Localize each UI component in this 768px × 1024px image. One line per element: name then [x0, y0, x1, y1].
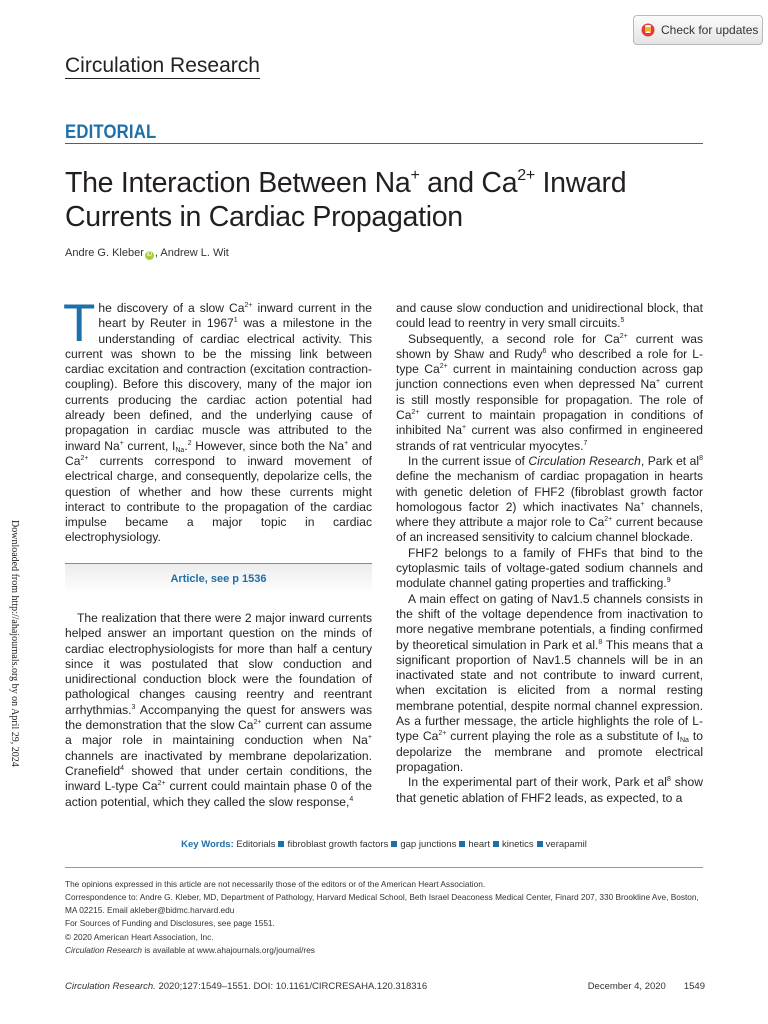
section-divider [65, 143, 703, 144]
footer-journal: Circulation Research. [65, 981, 156, 992]
footnote-opinions: The opinions expressed in this article are not necessarily those of the editors or of the American Heart Association. [65, 879, 486, 889]
keyword-link[interactable]: verapamil [545, 839, 587, 850]
keyword-link[interactable]: Editorials [236, 839, 276, 850]
author-link[interactable]: Andrew L. Wit [160, 247, 229, 259]
footnote-correspondence: Correspondence to: Andre G. Kleber, MD, Department of Pathology, Harvard Medical School, Beth Israel Deaconess Medical Center, Finard 207, 330 Brookline Ave, Boston, MA 02215. Email akleber@bidmc.harvard.edu [65, 892, 699, 915]
bullet-square-icon [391, 841, 397, 847]
keywords-label: Key Words: [181, 839, 234, 850]
body-column-right: and cause slow conduction and unidirectional block, that could lead to reentry in very small circuits.$^5$ Subsequently, a second role for $Ca^{2+}$ current was shown by Shaw and Rudy$^6$ who described a role for L-type $Ca^{2+}$ current in maintaining conduction across gap junction connections even when depressed Na+ current is still mostly responsible for propagation. The role of $Ca^{2+}$ current to maintain propagation in conditions of inhibited Na+ current was also confirmed in engineered strands of rat ventricular myocytes.$^7$ In the current issue of Circulation Research, Park et $al^8$ define the mechanism of cardiac propagation in hearts with genetic deletion of FHF2 (fibroblast growth factor homologous factor 2) which inactivates Na+ channels, where they attribute a major role to $Ca^{2+}$ current because of an increased sensitivity to calcium channel blockade. FHF2 belongs to a family of FHFs that bind to the cytoplasmic tails of voltage-gated sodium channels and modulate channel gating properties and trafficking.$^9$ A main effect on gating of Nav1.5 channels consists in the shift of the voltage dependence from inactivation to more negative membrane potentials, a finding confirmed by theoretical simulation in Park et al.$^8$ This means that a significant proportion of Nav1.5 channels will be in an inactivated state and not contribute to inward current, when excitation is elicited from a normal resting membrane potential, despite normal channel expression. As a further message, the article highlights the role of L-type $Ca^{2+}$ current playing the role as a substitute of $I_{Na}$ to depolarize the membrane and promote electrical propagation. In the experimental part of their work, Park et $al^8$ show that genetic ablation of FHF2 leads, as expected, to a [396, 301, 704, 805]
bullet-square-icon [493, 841, 499, 847]
page-number: 1549 [683, 981, 705, 992]
section-label: EDITORIAL [65, 122, 157, 143]
footnote-availability: Circulation Research is available at www.ahajournals.org/journal/res [65, 945, 315, 956]
author-list: Andre G. Kleber iD , Andrew L. Wit [65, 247, 229, 259]
orcid-icon[interactable]: iD [146, 252, 153, 258]
page-footer [65, 981, 705, 992]
article-title: The Interaction Between Na+ and $Ca^{2+}$ Inward Currents in Cardiac Propagation [65, 167, 627, 233]
footer-citation: 2020;127:1549–1551. DOI: 10.1161/CIRCRESAHA.120.318316 [155, 981, 428, 992]
author-link[interactable]: Andre G. Kleber [65, 247, 144, 259]
drop-cap: T [63, 294, 96, 353]
keyword-link[interactable]: heart [468, 839, 490, 850]
footnote-copyright: © 2020 American Heart Association, Inc. [65, 931, 214, 942]
check-for-updates-button[interactable] [633, 15, 763, 45]
check-for-updates-label: Check for updates [661, 23, 759, 37]
download-stamp: Downloaded from http://ahajournals.org by on April 29, 2024 [9, 520, 20, 767]
footnote-funding: For Sources of Funding and Disclosures, see page 1551. [65, 918, 275, 929]
crossmark-icon [641, 21, 655, 39]
footer-date: December 4, 2020 [587, 981, 666, 992]
body-column-left-top: The discovery of a slow $Ca^{2+}$ inward current in the heart by Reuter in 1967$^1$ was a milestone in the understanding of cardiac electrical activity. This current was shown to be the missing link between cardiac excitation and contraction (excitation contraction-coupling). Before this discovery, many of the major ion currents producing the cardiac action potential had already been defined, and the underlying cause of propagation in cardiac muscle was attributed to the inward Na+ current, $I_{Na}.^2$ However, since both the Na+ and $Ca^{2+}$ currents correspond to inward movement of electrical charge, and consequently, depolarize cells, the question of whether and how these currents might interact to contribute to the propagation of the cardiac impulse became a major topic in cardiac electrophysiology. [63, 294, 372, 545]
keyword-link[interactable]: fibroblast growth factors [287, 839, 389, 850]
bullet-square-icon [278, 841, 284, 847]
footnotes [65, 878, 705, 957]
journal-name-link[interactable]: Circulation Research [65, 54, 260, 77]
keyword-link[interactable]: gap junctions [400, 839, 457, 850]
bullet-square-icon [459, 841, 465, 847]
keywords-line [65, 839, 703, 850]
keyword-link[interactable]: kinetics [501, 839, 534, 850]
body-column-left-bottom: The realization that there were 2 major inward currents helped answer an important question on the minds of cardiac electrophysiologists for more than half a century since it was postulated that slow conduction and unidirectional conduction block were the foundation of pathological changes causing reentry and reentrant arrhythmias.$^3$ Accompanying the quest for answers was the demonstration that the slow $Ca^{2+}$ current can assume a major role in maintaining conduction when Na+ channels are inactivated by membrane depolarization. Cranefield$^4$ showed that under certain conditions, the inward L-type $Ca^{2+}$ current could maintain phase 0 of the action potential, which they called the slow response,$^4$ [65, 611, 373, 809]
related-article-link[interactable]: Article, see p 1536 [65, 563, 372, 594]
bullet-square-icon [537, 841, 543, 847]
footnote-divider [65, 867, 703, 868]
